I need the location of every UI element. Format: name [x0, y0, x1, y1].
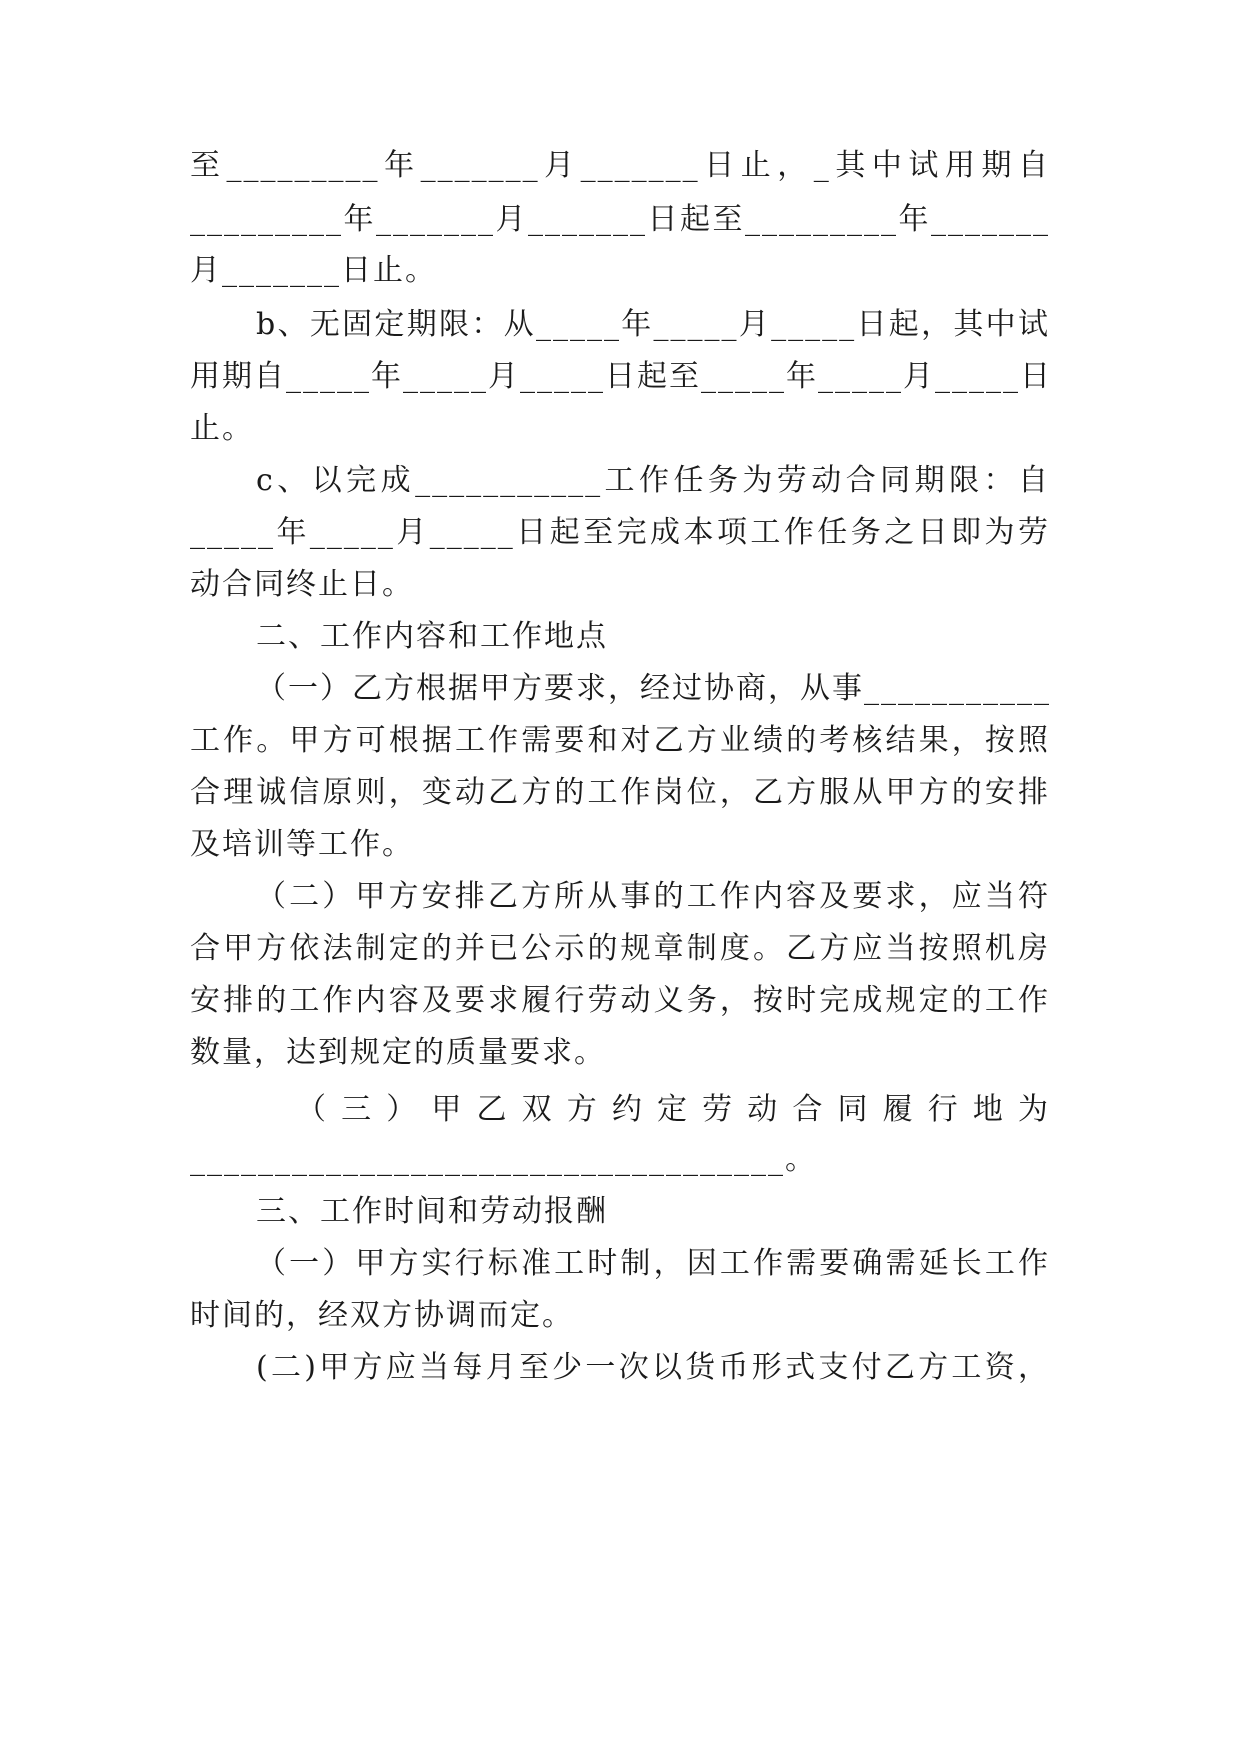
- section-heading-3: 三、工作时间和劳动报酬: [256, 1194, 608, 1229]
- text-line-1: 至_________年_______月_______日止，_其中试用期自: [190, 148, 1050, 183]
- text-line-18: 数量，达到规定的质量要求。: [190, 1035, 606, 1070]
- text-line-5: 用期自_____年_____月_____日起至_____年_____月_____日: [190, 359, 1052, 394]
- section-heading-2: 二、工作内容和工作地点: [256, 619, 608, 654]
- text-line-15: （二）甲方安排乙方所从事的工作内容及要求，应当符: [256, 879, 1050, 914]
- text-line-3: 月_______日止。: [190, 253, 437, 288]
- text-line-12: 工作。甲方可根据工作需要和对乙方业绩的考核结果，按照: [190, 723, 1050, 758]
- text-line-8: _____年_____月_____日起至完成本项工作任务之日即为劳: [190, 515, 1050, 550]
- text-line-16: 合甲方依法制定的并已公示的规章制度。乙方应当按照机房: [190, 931, 1050, 966]
- text-line-24: (二)甲方应当每月至少一次以货币形式支付乙方工资，: [256, 1350, 1050, 1385]
- text-line-17: 安排的工作内容及要求履行劳动义务，按时完成规定的工作: [190, 983, 1050, 1018]
- text-line-9: 动合同终止日。: [190, 567, 414, 602]
- text-line-22: （一）甲方实行标准工时制，因工作需要确需延长工作: [256, 1246, 1050, 1281]
- text-line-11: （一）乙方根据甲方要求，经过协商，从事___________: [256, 671, 1051, 706]
- text-line-2: _________年_______月_______日起至_________年_______: [190, 202, 1050, 237]
- text-line-14: 及培训等工作。: [190, 827, 414, 862]
- text-line-20: ___________________________________。: [190, 1142, 817, 1177]
- text-line-6: 止。: [190, 411, 254, 446]
- text-line-4: b、无固定期限：从_____年_____月_____日起，其中试: [256, 307, 1050, 342]
- text-line-7: c、以完成___________工作任务为劳动合同期限：自: [256, 463, 1050, 498]
- text-line-13: 合理诚信原则，变动乙方的工作岗位，乙方服从甲方的安排: [190, 775, 1050, 810]
- text-line-23: 时间的，经双方协调而定。: [190, 1298, 574, 1333]
- text-line-19: （三）甲乙双方约定劳动合同履行地为: [296, 1092, 1050, 1127]
